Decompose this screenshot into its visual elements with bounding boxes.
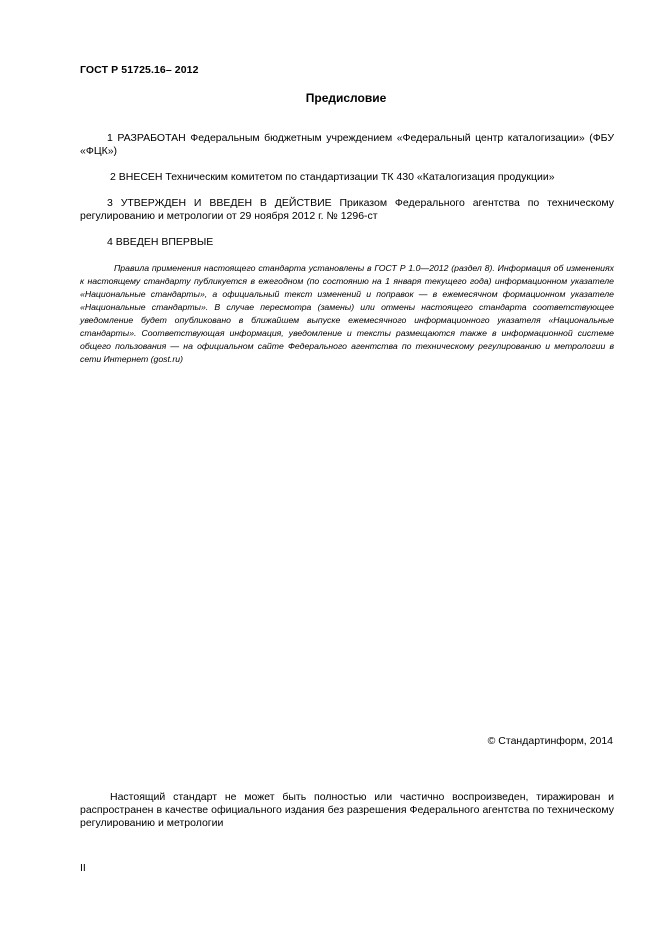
preface-item-approved: 3 УТВЕРЖДЕН И ВВЕДЕН В ДЕЙСТВИЕ Приказом Федерального агентства по техническому регулированию и метрологии от 29 ноября 2012 г. № 1296-ст [80,197,614,222]
preface-item-submitted: 2 ВНЕСЕН Техническим комитетом по стандартизации ТК 430 «Каталогизация продукции» [110,171,555,183]
page-title: Предисловие [305,91,387,105]
legal-notice: Настоящий стандарт не может быть полностью или частично воспроизведен, тиражирован и распространен в качестве официального издания без разрешения Федерального агентства по техническому регулированию и метрологии [80,791,614,829]
copyright-line: © Стандартинформ, 2014 [487,735,613,747]
preface-item-introduced: 4 ВВЕДЕН ВПЕРВЫЕ [107,236,214,248]
application-rules-note: Правила применения настоящего стандарта установлены в ГОСТ Р 1.0—2012 (раздел 8). Информация об изменениях к настоящему стандарту публикуется в ежегодном (по состоянию на 1 января текущего года) информационном указателе «Национальные стандарты», а официальный текст изменений и поправок — в ежемесячном формационном указателе «Национальные стандарты». В случае пересмотра (замены) или отмены настоящего стандарта соответствующее уведомление будет опубликовано в ближайшем выпуске ежемесячного информационного указателя «Национальные стандарты». Соответствующая информация, уведомление и тексты размещаются также в информационной системе общего пользования — на официальном сайте Федерального агентства по техническому регулированию и метрологии в сети Интернет (gost.ru) [80,263,614,364]
preface-item-developed: 1 РАЗРАБОТАН Федеральным бюджетным учреждением «Федеральный центр каталогизации» (ФБУ «ФЦК») [80,132,614,157]
page-number: II [80,862,86,874]
standard-code: ГОСТ Р 51725.16– 2012 [80,64,199,76]
